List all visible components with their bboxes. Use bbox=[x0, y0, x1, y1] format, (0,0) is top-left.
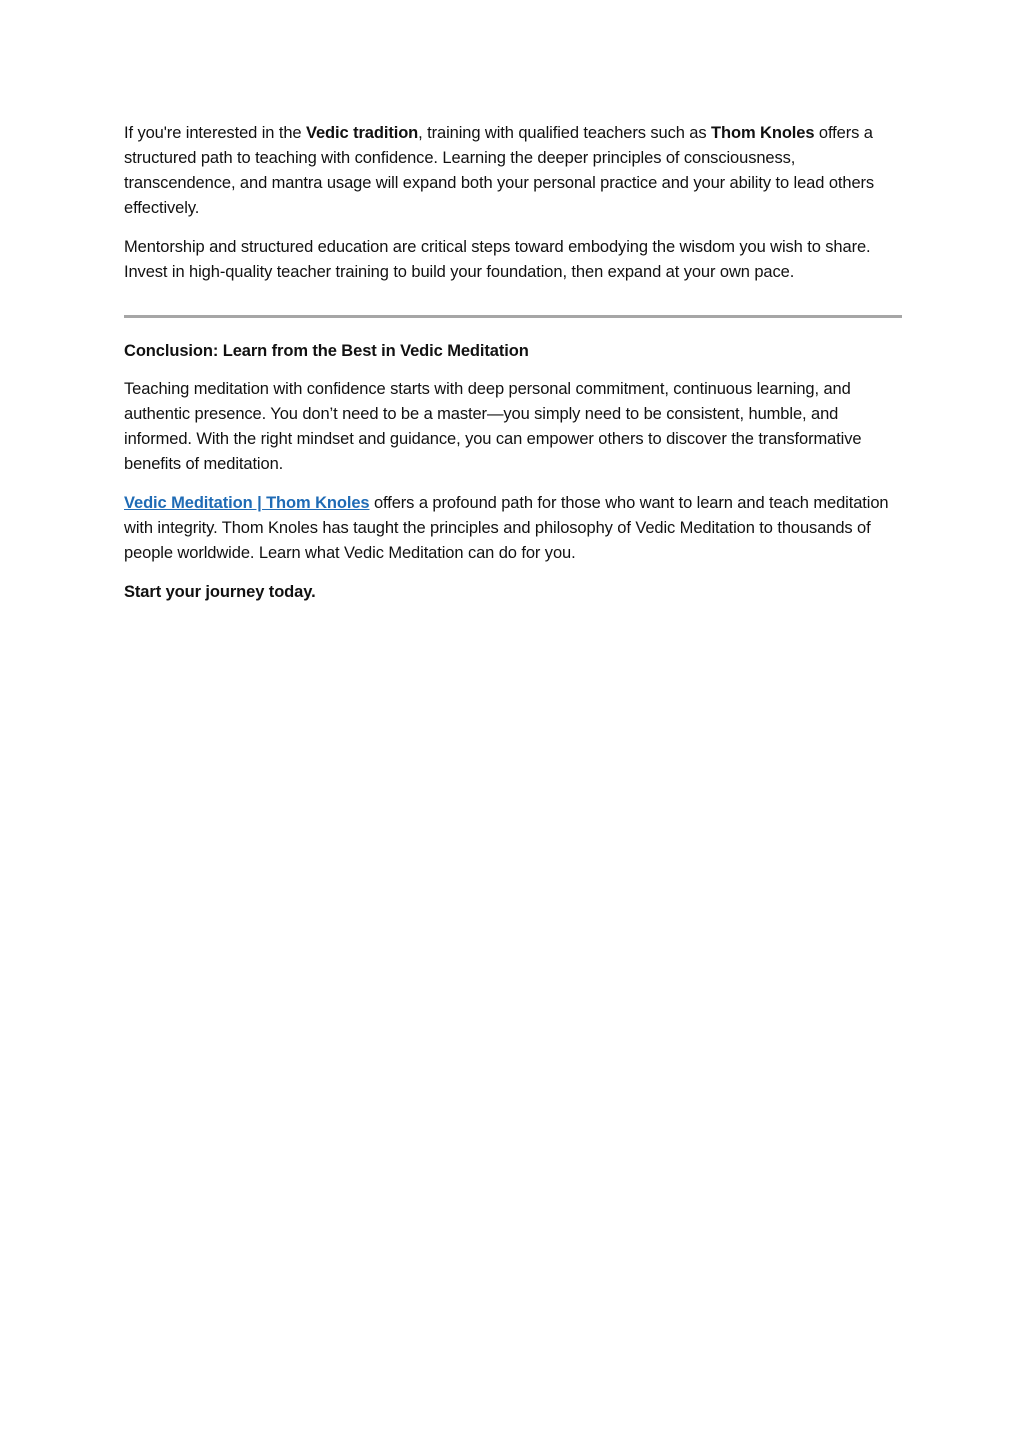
document-page bbox=[124, 121, 902, 605]
call-to-action: Start your journey today. bbox=[124, 583, 316, 601]
mentorship-paragraph: Mentorship and structured education are critical steps toward embodying the wisdom you wish to share. Invest in high-quality teacher training to build your foundation, then expand at your own pace. bbox=[124, 238, 871, 281]
link-followup-text: offers a profound path for those who want to learn and teach meditation with integrity. Thom Knoles has taught the principles and philosophy of Vedic Meditation to thousands of people worldwide. Learn what Vedic Meditation can do for you. bbox=[124, 494, 889, 562]
intro-paragraph bbox=[124, 121, 902, 221]
intro-text-3: offers a structured path to teaching with confidence. Learning the deeper principles of consciousness, transcendence, and mantra usage will expand both your personal practice and your ability to lead others effectively. bbox=[124, 124, 875, 217]
conclusion-heading: Conclusion: Learn from the Best in Vedic Meditation bbox=[124, 342, 529, 360]
link-paragraph bbox=[124, 491, 902, 566]
vedic-tradition-bold: Vedic tradition bbox=[305, 124, 419, 142]
intro-text-2: , training with qualified teachers such as bbox=[418, 124, 712, 142]
thom-knoles-bold: Thom Knoles bbox=[711, 124, 815, 142]
conclusion-paragraph: Teaching meditation with confidence starts with deep personal commitment, continuous learning, and authentic presence. You don’t need to be a master—you simply need to be consistent, humble, and informed. With the right mindset and guidance, you can empower others to discover the transformative benefits of meditation. bbox=[124, 380, 862, 473]
intro-text-1: If you're interested in the bbox=[124, 124, 306, 142]
vedic-meditation-link[interactable]: Vedic Meditation | Thom Knoles bbox=[124, 494, 370, 512]
section-divider bbox=[124, 315, 902, 318]
